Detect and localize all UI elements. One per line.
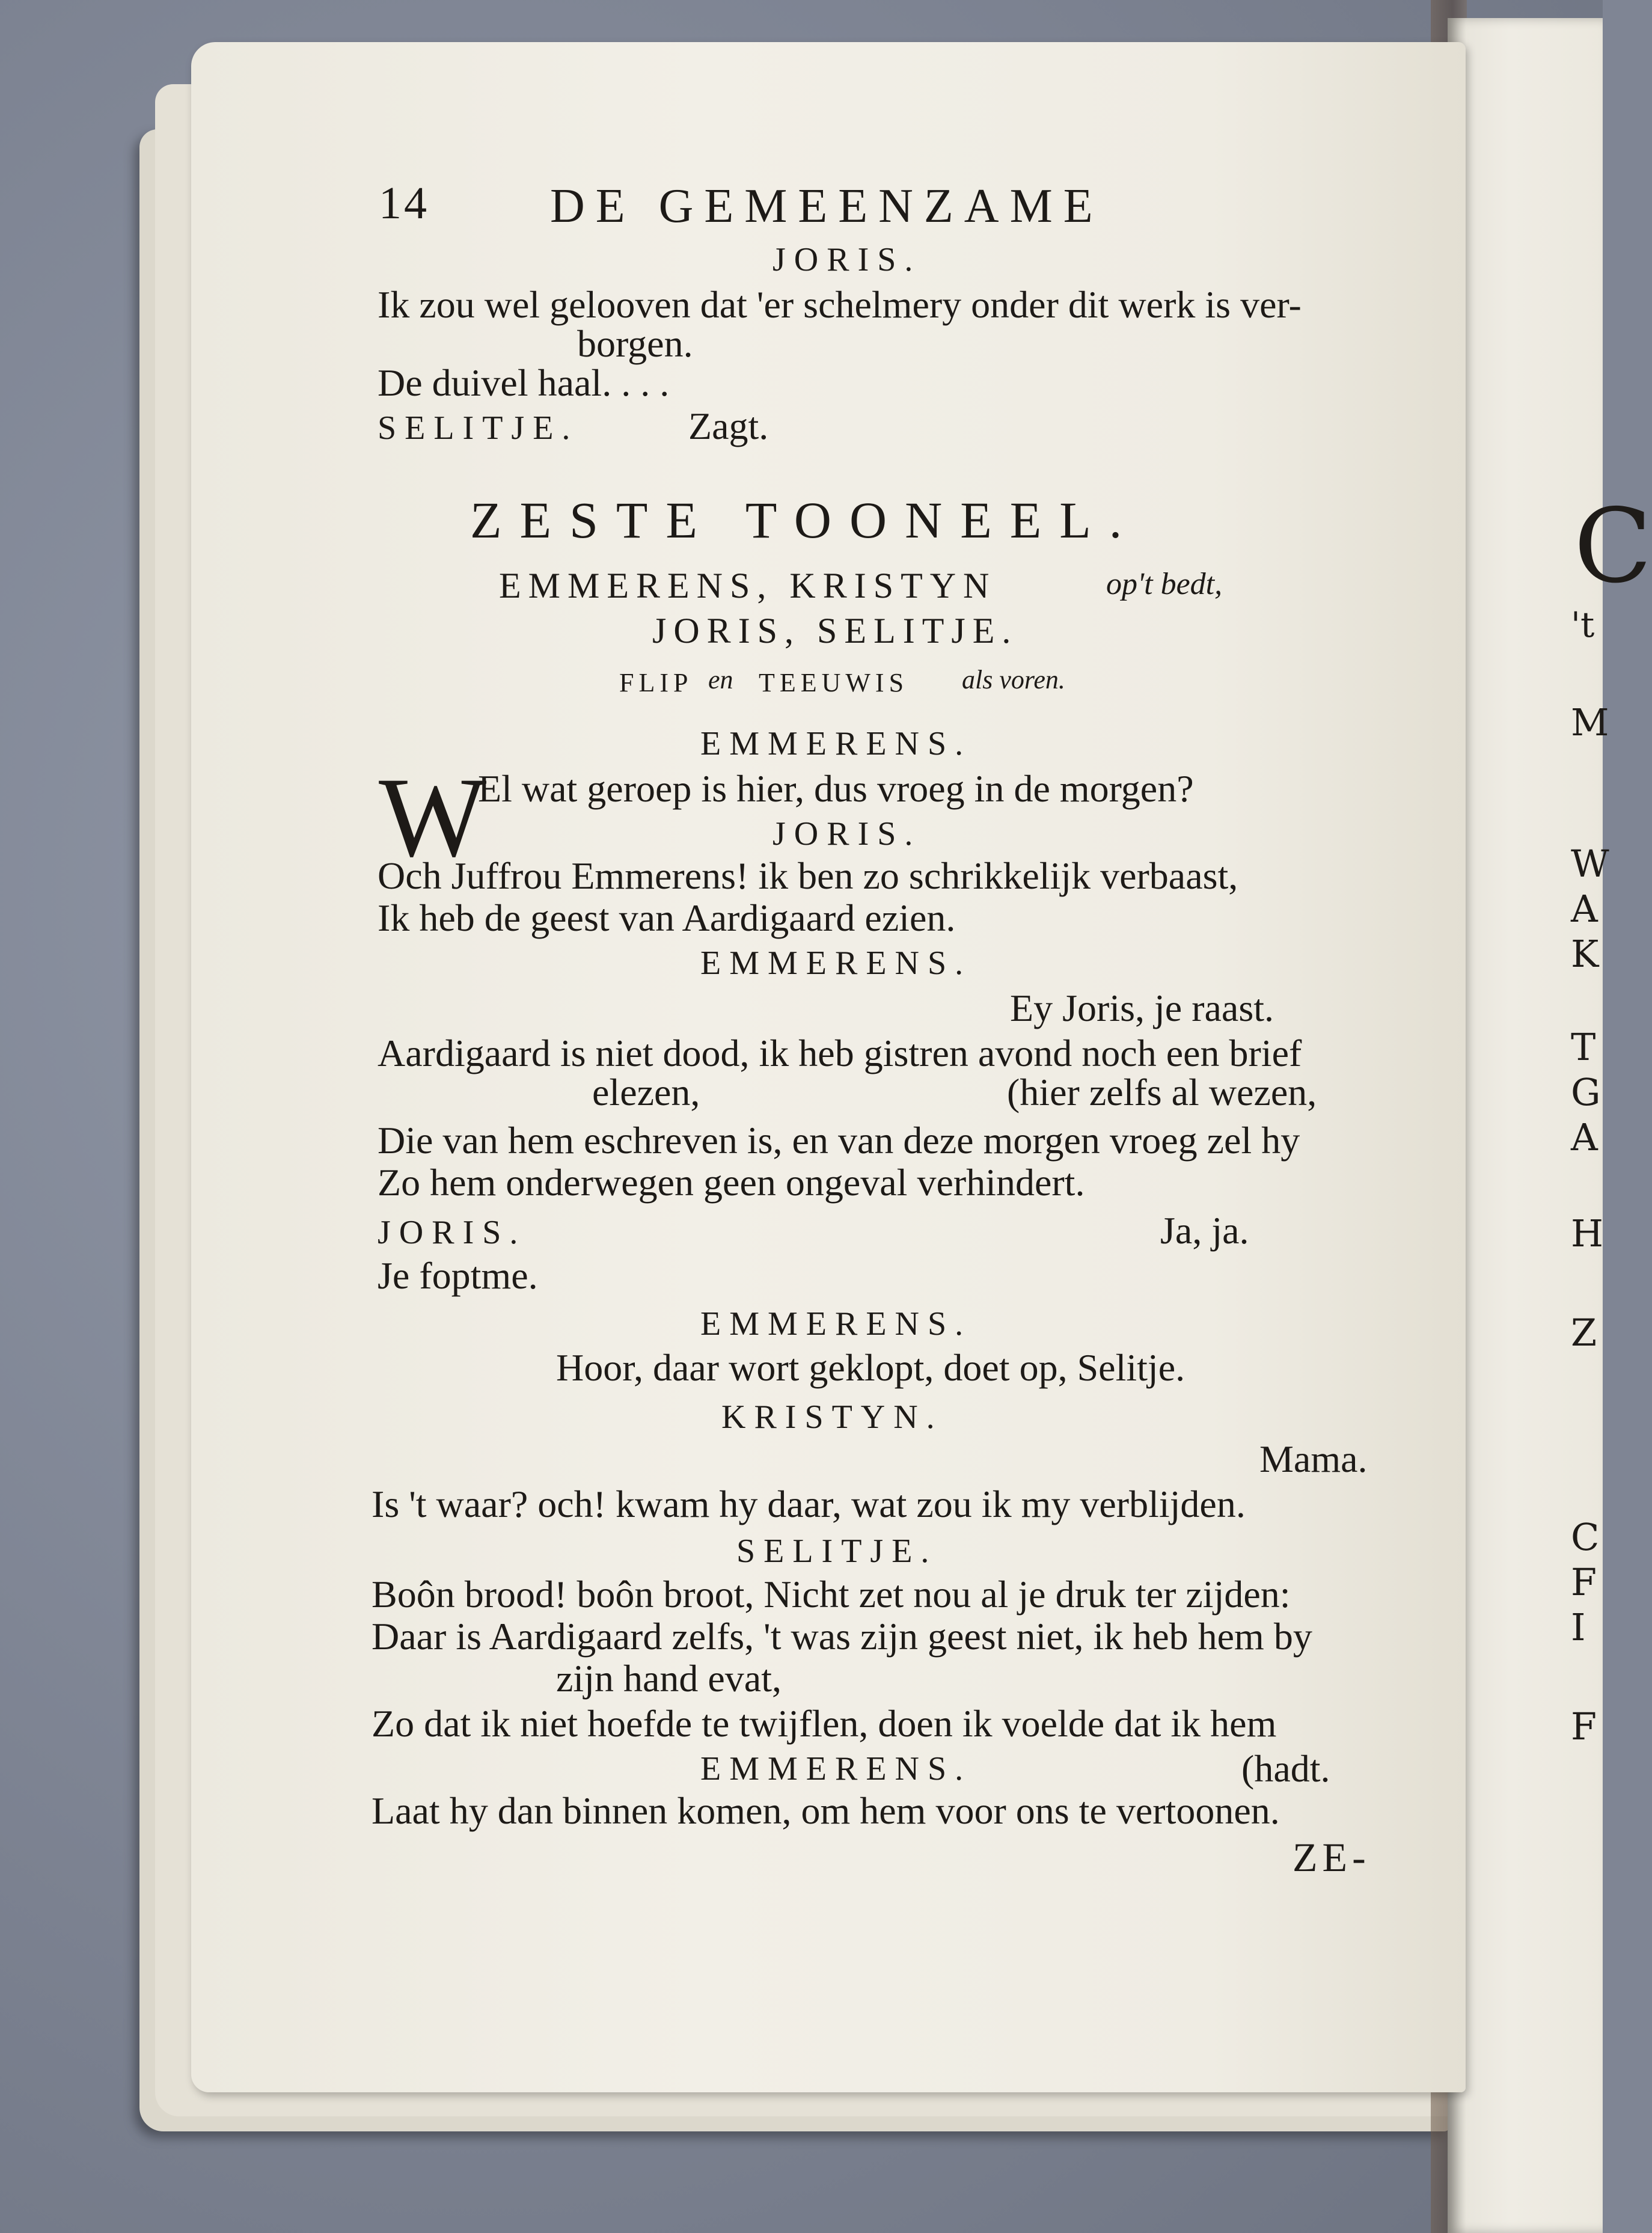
facing-letter: C [1571, 1515, 1600, 1559]
facing-letter: H [1571, 1211, 1604, 1255]
facing-letter: I [1571, 1605, 1586, 1649]
speaker-emmerens: EMMERENS. [700, 1305, 972, 1343]
text-line: Ik zou wel gelooven dat 'er schelmery onder dit werk is ver- [378, 283, 1302, 326]
facing-letter: T [1571, 1025, 1596, 1069]
drop-cap: W [379, 755, 487, 881]
speaker-kristyn: KRISTYN. [721, 1398, 943, 1436]
text-line: Ey Joris, je raast. [1010, 987, 1274, 1029]
text-line: Och Juffrou Emmerens! ik ben zo schrikkelijk verbaast, [378, 854, 1238, 897]
text-line: De duivel haal. . . . [378, 361, 670, 404]
cast-line-italic: als voren. [962, 665, 1065, 694]
page-number: 14 [379, 178, 429, 228]
facing-letter: A [1571, 1115, 1598, 1159]
text-line: borgen. [577, 322, 693, 365]
speaker-joris: JORIS. [772, 241, 922, 278]
speaker-joris: JORIS. [378, 1214, 527, 1251]
running-head: DE GEMEENZAME [550, 180, 1104, 233]
cast-line-italic: en [708, 665, 733, 694]
text-line: Ja, ja. [1160, 1209, 1249, 1252]
text-line: Aardigaard is niet dood, ik heb gistren avond noch een brief [378, 1032, 1302, 1074]
text-line: Mama. [1259, 1438, 1368, 1480]
facing-letter: M [1571, 700, 1609, 744]
facing-letter: Z [1571, 1311, 1597, 1355]
facing-letter: K [1571, 932, 1599, 976]
speaker-selitje: SELITJE. [378, 409, 579, 447]
cast-line: FLIP [619, 668, 693, 697]
facing-letter: G [1571, 1070, 1601, 1114]
cast-line: EMMERENS, KRISTYN [499, 566, 997, 605]
facing-letter: A [1571, 887, 1598, 931]
text-line: Zagt. [688, 405, 769, 447]
cast-line: TEEUWIS [759, 668, 909, 697]
speaker-joris: JORIS. [772, 815, 922, 853]
facing-letter: 't [1571, 604, 1595, 645]
cast-line: JORIS, SELITJE. [652, 611, 1018, 651]
text-line: Zo dat ik niet hoefde te twijflen, doen ik voelde dat ik hem [372, 1702, 1277, 1745]
catchword: ZE- [1293, 1834, 1371, 1880]
text-line: (hier zelfs al wezen, [1007, 1071, 1317, 1113]
facing-page [1448, 18, 1652, 2233]
text-line: Is 't waar? och! kwam hy daar, wat zou ik my verblijden. [372, 1483, 1246, 1525]
text-line: Hoor, daar wort geklopt, doet op, Selitje. [556, 1346, 1185, 1389]
text-line: elezen, [592, 1071, 700, 1113]
facing-letter: F [1571, 1705, 1597, 1748]
speaker-emmerens: EMMERENS. [700, 1750, 972, 1787]
text-line: zijn hand evat, [556, 1657, 782, 1700]
facing-letter: W [1571, 842, 1609, 886]
cast-line-italic: op't bedt, [1106, 567, 1223, 601]
text-line: Laat hy dan binnen komen, om hem voor ons te vertoonen. [372, 1789, 1280, 1832]
text-line: El wat geroep is hier, dus vroeg in de morgen? [478, 767, 1194, 810]
text-line: Je foptme. [378, 1254, 538, 1297]
speaker-emmerens: EMMERENS. [700, 725, 972, 762]
text-line: Daar is Aardigaard zelfs, 't was zijn geest niet, ik heb hem by [372, 1615, 1312, 1658]
text-line: Zo hem onderwegen geen ongeval verhindert. [378, 1161, 1085, 1204]
facing-letter: F [1571, 1560, 1597, 1604]
facing-letter: C [1574, 487, 1652, 606]
speaker-selitje: SELITJE. [736, 1533, 938, 1570]
scene-title: ZESTE TOONEEL. [470, 491, 1140, 549]
text-line: (hadt. [1241, 1747, 1330, 1790]
speaker-emmerens: EMMERENS. [700, 945, 972, 982]
text-line: Die van hem eschreven is, en van deze morgen vroeg zel hy [378, 1119, 1300, 1162]
text-line: Boôn brood! boôn broot, Nicht zet nou al je druk ter zijden: [372, 1573, 1291, 1616]
text-line: Ik heb de geest van Aardigaard ezien. [378, 896, 956, 939]
